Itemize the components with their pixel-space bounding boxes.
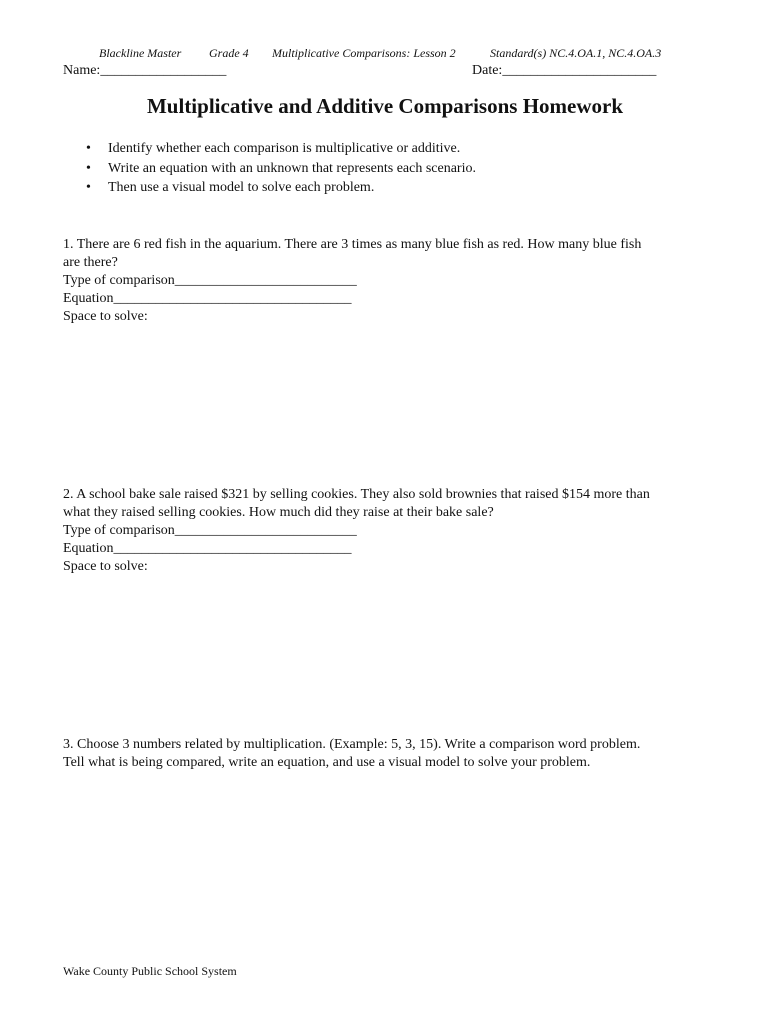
header-blackline: Blackline Master xyxy=(99,46,182,60)
problem-1-text-line2: are there? xyxy=(63,255,118,270)
instruction-item: • Write an equation with an unknown that represents each scenario. xyxy=(86,159,476,179)
instructions-list xyxy=(86,139,476,198)
problem-2 xyxy=(63,486,650,576)
problem-2-space-label: Space to solve: xyxy=(63,559,148,574)
problem-2-equation-field[interactable]: Equation__________________________________ xyxy=(63,541,352,556)
footer: Wake County Public School System xyxy=(63,964,237,978)
problem-2-type-field[interactable]: Type of comparison__________________________ xyxy=(63,523,357,538)
problem-1-space-label: Space to solve: xyxy=(63,309,148,324)
problem-2-text-line1: 2. A school bake sale raised $321 by selling cookies. They also sold brownies that raised $154 more than xyxy=(63,487,650,502)
problem-1-equation-field[interactable]: Equation__________________________________ xyxy=(63,291,352,306)
problem-1 xyxy=(63,236,641,326)
problem-1-text-line1: 1. There are 6 red fish in the aquarium. There are 3 times as many blue fish as red. How many blue fish xyxy=(63,237,642,252)
instruction-item: • Then use a visual model to solve each problem. xyxy=(86,178,476,198)
header-grade: Grade 4 xyxy=(209,46,249,60)
problem-3 xyxy=(63,736,640,772)
name-field[interactable]: Name:__________________ xyxy=(63,63,227,78)
problem-2-text-line2: what they raised selling cookies. How much did they raise at their bake sale? xyxy=(63,505,494,520)
instruction-item: • Identify whether each comparison is multiplicative or additive. xyxy=(86,139,476,159)
page-title: Multiplicative and Additive Comparisons Homework xyxy=(146,94,624,118)
problem-1-type-field[interactable]: Type of comparison__________________________ xyxy=(63,273,357,288)
date-field[interactable]: Date:______________________ xyxy=(472,63,657,78)
problem-3-text-line1: 3. Choose 3 numbers related by multiplication. (Example: 5, 3, 15). Write a comparison word problem. xyxy=(63,737,641,752)
problem-3-text-line2: Tell what is being compared, write an equation, and use a visual model to solve your problem. xyxy=(63,755,591,770)
header-standards: Standard(s) NC.4.OA.1, NC.4.OA.3 xyxy=(490,46,662,60)
header-lesson: Multiplicative Comparisons: Lesson 2 xyxy=(272,46,456,60)
